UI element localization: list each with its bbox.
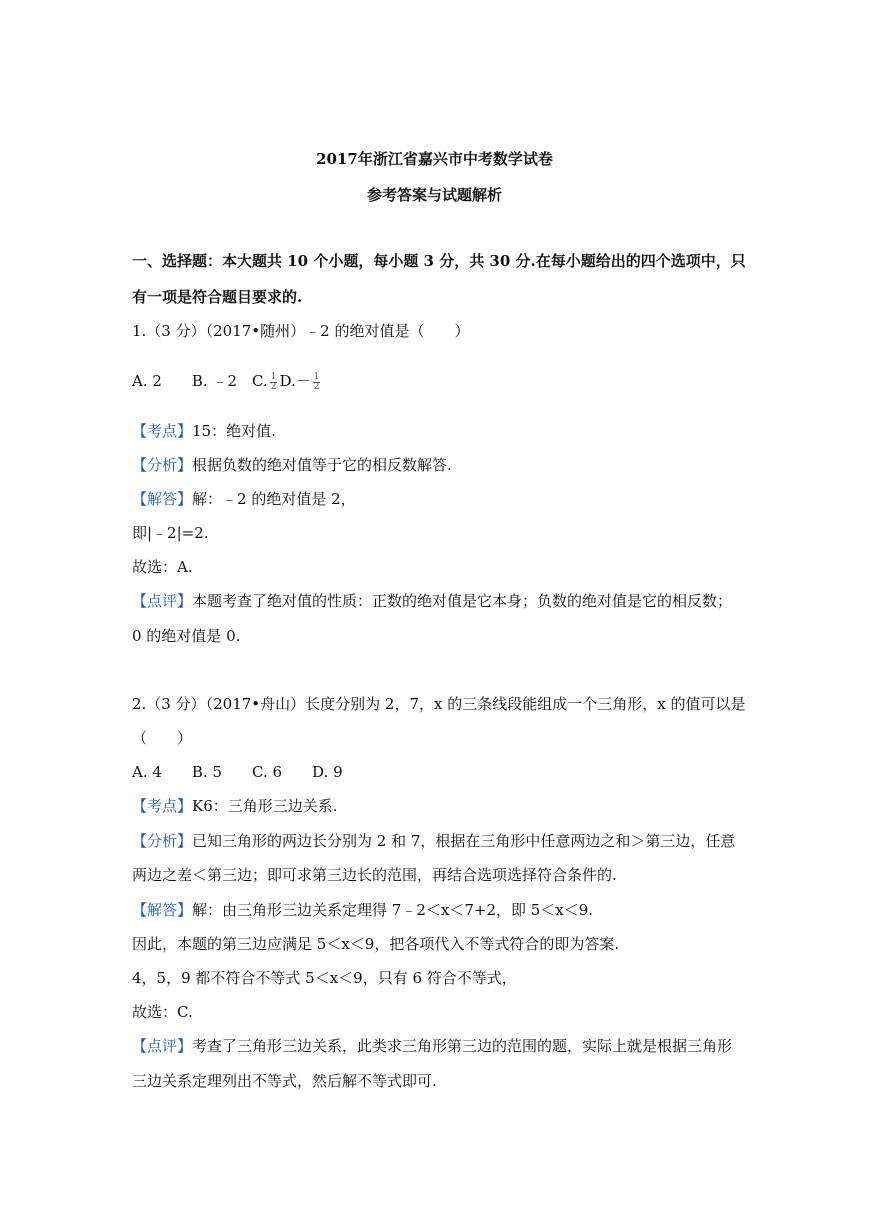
kaodian-text: K6：三角形三边关系. [192,797,338,815]
kaodian-text: 15：绝对值. [192,422,276,440]
q2-stem-line2: （ ） [132,729,193,747]
q2-jieda [132,899,593,920]
fenxi-text: 已知三角形的两边长分别为 2 和 7，根据在三角形中任意两边之和＞第三边，任意 [192,832,736,850]
section-heading-line2: 有一项是符合题目要求的. [132,288,303,306]
q2-options: A. 4 B. 5 C. 6 D. 9 [132,763,343,781]
q1-dianping [132,590,732,611]
kaodian-tag: 【考点】 [132,797,193,815]
q2-stem-line1: 2.（3 分）（2017•舟山）长度分别为 2，7，x 的三条线段能组成一个三角形，x 的值可以是 [132,695,746,713]
q2-dianping [132,1035,732,1056]
section-heading-line1: 一、选择题：本大题共 10 个小题，每小题 3 分，共 30 分.在每小题给出的四个选项中，只 [132,252,746,270]
fraction-numerator: 1 [270,371,277,382]
kaodian-tag: 【考点】 [132,422,193,440]
dianping-text: 考查了三角形三边关系，此类求三角形第三边的范围的题，实际上就是根据三角形 [192,1037,733,1055]
fraction-numerator: 1 [313,371,320,382]
q2-fenxi-line2: 两边之差＜第三边；即可求第三边长的范围，再结合选项选择符合条件的. [132,866,617,884]
q1-fenxi [132,454,452,475]
q2-jieda-line4: 故选：C. [132,1003,193,1021]
q1-option-d-fraction [313,373,321,392]
q1-dianping-line2: 0 的绝对值是 0. [132,627,241,645]
q1-kaodian [132,420,276,441]
jieda-tag: 【解答】 [132,901,193,919]
q1-options-prefix: A. 2 B. ﹣2 C. [132,372,268,390]
fenxi-tag: 【分析】 [132,832,193,850]
fraction-denominator: 2 [270,381,277,392]
q2-kaodian [132,795,338,816]
jieda-tag: 【解答】 [132,490,193,508]
q2-dianping-line2: 三边关系定理列出不等式，然后解不等式即可. [132,1072,437,1090]
q1-option-c-fraction [270,373,278,392]
q2-fenxi [132,830,735,851]
jieda-text: 解：由三角形三边关系定理得 7﹣2＜x＜7+2，即 5＜x＜9. [192,901,594,919]
q2-jieda-line3: 4，5，9 都不符合不等式 5＜x＜9，只有 6 符合不等式， [132,969,517,987]
jieda-text: 解：﹣2 的绝对值是 2， [192,490,356,508]
dianping-text: 本题考查了绝对值的性质：正数的绝对值是它本身；负数的绝对值是它的相反数； [192,592,733,610]
q1-jieda [132,488,356,509]
dianping-tag: 【点评】 [132,592,193,610]
page-title: 2017年浙江省嘉兴市中考数学试卷 [316,150,553,168]
q1-option-d-label: D. [279,372,296,390]
q1-stem: 1.（3 分）（2017•随州）﹣2 的绝对值是（ ） [132,322,470,340]
q1-option-d-sign: － [295,372,311,390]
q2-jieda-line2: 因此，本题的第三边应满足 5＜x＜9，把各项代入不等式符合的即为答案. [132,935,620,953]
fenxi-text: 根据负数的绝对值等于它的相反数解答. [192,456,452,474]
q1-jieda-line3: 故选：A. [132,558,193,576]
fenxi-tag: 【分析】 [132,456,193,474]
q1-jieda-line2: 即|﹣2|=2. [132,524,209,542]
fraction-denominator: 2 [313,381,320,392]
page-subtitle: 参考答案与试题解析 [366,186,502,204]
q1-options [132,370,322,392]
dianping-tag: 【点评】 [132,1037,193,1055]
